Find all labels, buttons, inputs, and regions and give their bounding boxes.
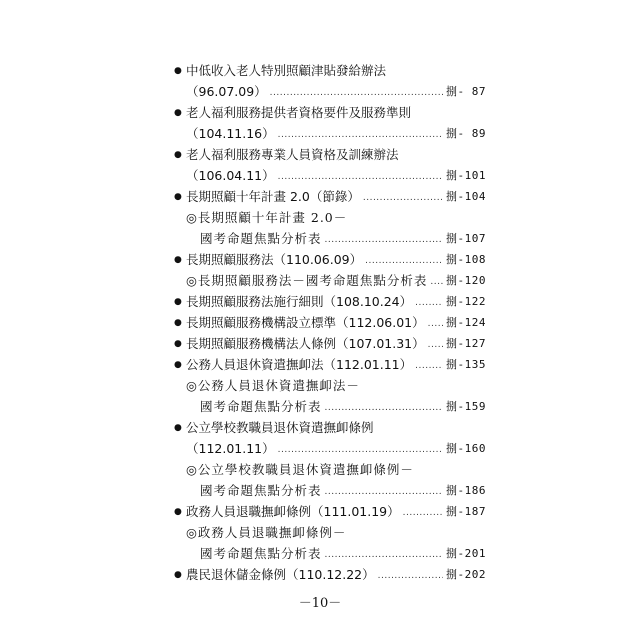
toc-entry-title: 長期照顧服務機構設立標準（112.06.01） bbox=[186, 315, 425, 330]
toc-page-number: 捌-101 bbox=[446, 169, 486, 182]
dot-leader bbox=[378, 564, 443, 586]
bullet-icon: ● bbox=[174, 150, 182, 160]
toc-page-number: 捌-107 bbox=[446, 232, 486, 245]
bullet-icon: ● bbox=[174, 108, 182, 118]
bullet-icon: ● bbox=[174, 318, 182, 328]
bullet-icon: ● bbox=[174, 570, 182, 580]
toc-page-number: 捌- 87 bbox=[446, 85, 486, 98]
page-number-footer: －10－ bbox=[298, 596, 342, 611]
bullet-icon: ● bbox=[174, 255, 182, 265]
toc-entry-title: （104.11.16） bbox=[186, 126, 275, 141]
toc-entry bbox=[186, 124, 486, 144]
dot-leader bbox=[415, 291, 443, 313]
toc-entry-title: 國考命題焦點分析表 bbox=[200, 399, 322, 414]
bullet-icon: ● bbox=[174, 297, 182, 307]
toc-entry bbox=[200, 229, 486, 249]
bullet-icon: ● bbox=[174, 339, 182, 349]
toc-entry bbox=[174, 187, 486, 207]
dot-leader bbox=[325, 396, 443, 418]
bullet-icon: ● bbox=[174, 360, 182, 370]
toc-page-number: 捌-122 bbox=[446, 295, 486, 308]
toc-entry-title: 政務人員退職撫卹條例（111.01.19） bbox=[186, 504, 400, 519]
toc-page-number: 捌-202 bbox=[446, 568, 486, 581]
toc-entry-title: 國考命題焦點分析表 bbox=[200, 483, 322, 498]
toc-entry bbox=[174, 313, 486, 333]
dot-leader bbox=[430, 270, 443, 292]
dot-leader bbox=[363, 186, 443, 208]
dot-leader bbox=[278, 438, 443, 460]
toc-entry bbox=[174, 292, 486, 312]
toc-entry bbox=[200, 481, 486, 501]
toc-entry-title: （112.01.11） bbox=[186, 441, 275, 456]
toc-entry bbox=[186, 271, 486, 291]
toc-entry bbox=[200, 544, 486, 564]
bullet-icon: ● bbox=[174, 192, 182, 202]
toc-entry bbox=[186, 82, 486, 102]
toc-entry-title: （96.07.09） bbox=[186, 84, 267, 99]
dot-leader bbox=[428, 333, 443, 355]
toc-entry bbox=[174, 61, 486, 81]
toc-entry-title: ◎長期照顧服務法－國考命題焦點分析表 bbox=[186, 273, 428, 288]
dot-leader bbox=[428, 312, 443, 334]
toc-page-number: 捌-127 bbox=[446, 337, 486, 350]
toc-entry-title: 中低收入老人特別照顧津貼發給辦法 bbox=[186, 63, 387, 78]
toc-page-number: 捌-159 bbox=[446, 400, 486, 413]
dot-leader bbox=[325, 480, 443, 502]
toc-entry-title: 國考命題焦點分析表 bbox=[200, 231, 322, 246]
toc-entry bbox=[174, 103, 486, 123]
bullet-icon: ● bbox=[174, 66, 182, 76]
toc-page-number: 捌-108 bbox=[446, 253, 486, 266]
bullet-icon: ● bbox=[174, 423, 182, 433]
toc-entry-title: 長期照顧服務機構法人條例（107.01.31） bbox=[186, 336, 425, 351]
dot-leader bbox=[278, 165, 443, 187]
toc-page-number: 捌-120 bbox=[446, 274, 486, 287]
bullet-icon: ● bbox=[174, 507, 182, 517]
toc-page-number: 捌- 89 bbox=[446, 127, 486, 140]
toc-page-number: 捌-104 bbox=[446, 190, 486, 203]
toc-entry bbox=[174, 355, 486, 375]
dot-leader bbox=[403, 501, 443, 523]
toc-entry-title: 老人福利服務提供者資格要件及服務準則 bbox=[186, 105, 412, 120]
toc-entry bbox=[174, 565, 486, 585]
toc-entry-title: （106.04.11） bbox=[186, 168, 275, 183]
toc-page-number: 捌-135 bbox=[446, 358, 486, 371]
dot-leader bbox=[270, 81, 443, 103]
toc-entry-title: 長期照顧十年計畫 2.0（節錄） bbox=[186, 189, 360, 204]
toc-page-number: 捌-201 bbox=[446, 547, 486, 560]
dot-leader bbox=[325, 228, 443, 250]
toc-entry bbox=[200, 397, 486, 417]
toc-entry-title: 長期照顧服務法（110.06.09） bbox=[186, 252, 363, 267]
toc-entry bbox=[174, 250, 486, 270]
toc-page-number: 捌-187 bbox=[446, 505, 486, 518]
toc-entry-title: ◎公立學校教職員退休資遣撫卹條例－ bbox=[186, 462, 414, 477]
dot-leader bbox=[365, 249, 443, 271]
toc-entry bbox=[174, 502, 486, 522]
toc-entry bbox=[174, 334, 486, 354]
toc-entry bbox=[186, 166, 486, 186]
toc-entry-title: ◎公務人員退休資遣撫卹法－ bbox=[186, 378, 360, 393]
toc-entry-title: 老人福利服務專業人員資格及訓練辦法 bbox=[186, 147, 399, 162]
toc-page-number: 捌-124 bbox=[446, 316, 486, 329]
toc-entry bbox=[186, 376, 486, 396]
toc-entry bbox=[186, 460, 486, 480]
toc-entry bbox=[174, 145, 486, 165]
toc-entry-title: 長期照顧服務法施行細則（108.10.24） bbox=[186, 294, 413, 309]
dot-leader bbox=[325, 543, 443, 565]
toc-entry-title: 公務人員退休資遣撫卹法（112.01.11） bbox=[186, 357, 413, 372]
toc-entry bbox=[186, 439, 486, 459]
toc-entry-title: 國考命題焦點分析表 bbox=[200, 546, 322, 561]
toc-page-number: 捌-186 bbox=[446, 484, 486, 497]
toc-entry bbox=[186, 208, 486, 228]
dot-leader bbox=[278, 123, 443, 145]
toc-entry bbox=[186, 523, 486, 543]
toc-page-number: 捌-160 bbox=[446, 442, 486, 455]
dot-leader bbox=[415, 354, 443, 376]
toc-entry-title: 農民退休儲金條例（110.12.22） bbox=[186, 567, 375, 582]
toc-entry-title: ◎政務人員退職撫卹條例－ bbox=[186, 525, 347, 540]
toc-entry bbox=[174, 418, 486, 438]
toc-entry-title: ◎長期照顧十年計畫 2.0－ bbox=[186, 210, 348, 225]
toc-entry-title: 公立學校教職員退休資遣撫卹條例 bbox=[186, 420, 374, 435]
